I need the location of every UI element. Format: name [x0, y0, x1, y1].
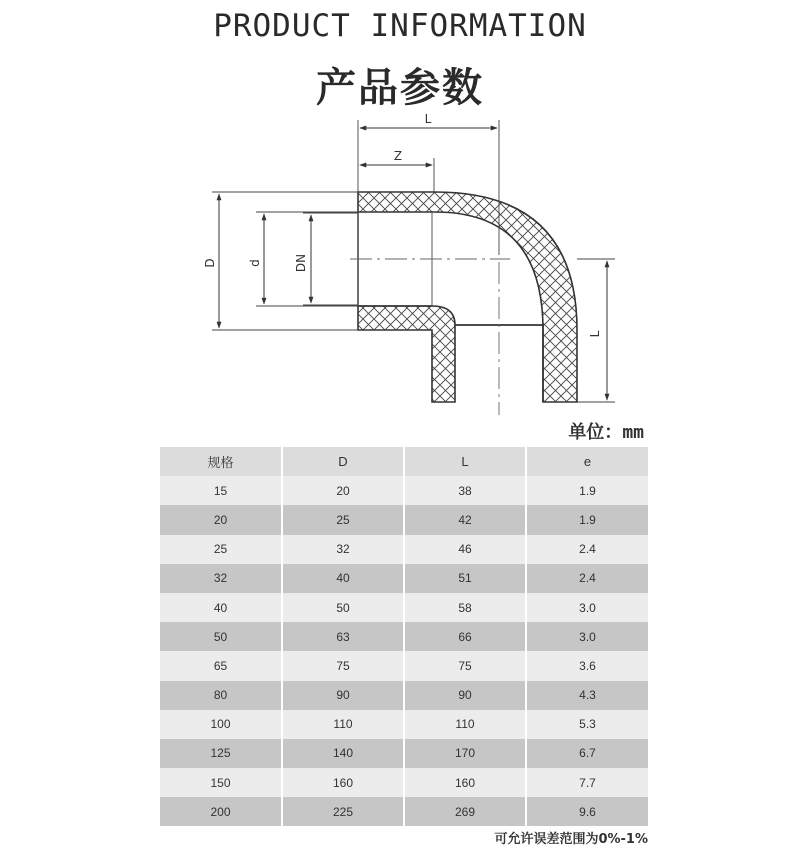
table-cell: 100: [160, 710, 282, 739]
table-cell: 125: [160, 739, 282, 768]
label-DN: DN: [294, 253, 308, 273]
table-cell: 9.6: [526, 797, 648, 826]
header-L: L: [404, 447, 526, 476]
table-cell: 51: [404, 564, 526, 593]
table-cell: 63: [282, 622, 404, 651]
table-cell: 38: [404, 476, 526, 505]
table-cell: 170: [404, 739, 526, 768]
table-cell: 50: [160, 622, 282, 651]
spec-table: [160, 447, 648, 826]
table-cell: 140: [282, 739, 404, 768]
table-cell: 42: [404, 505, 526, 534]
table-row: [160, 651, 648, 680]
table-cell: 7.7: [526, 768, 648, 797]
label-Z: Z: [393, 149, 403, 163]
label-D: D: [203, 258, 217, 268]
unit-value: mm: [622, 422, 644, 443]
table-cell: 65: [160, 651, 282, 680]
table-row: [160, 476, 648, 505]
table-cell: 15: [160, 476, 282, 505]
label-L-top: L: [424, 112, 432, 126]
table-cell: 25: [160, 535, 282, 564]
header-e: e: [526, 447, 648, 476]
table-cell: 1.9: [526, 505, 648, 534]
table-cell: 150: [160, 768, 282, 797]
table-row: [160, 710, 648, 739]
table-cell: 5.3: [526, 710, 648, 739]
table-row: [160, 797, 648, 826]
table-cell: 225: [282, 797, 404, 826]
page-title-english: PRODUCT INFORMATION: [213, 8, 587, 44]
table-cell: 269: [404, 797, 526, 826]
table-header-row: [160, 447, 648, 476]
tolerance-note: 可允许误差范围为0%-1%: [494, 832, 648, 847]
table-row: [160, 505, 648, 534]
table-cell: 66: [404, 622, 526, 651]
table-row: [160, 564, 648, 593]
table-cell: 32: [282, 535, 404, 564]
table-cell: 58: [404, 593, 526, 622]
header-D: D: [282, 447, 404, 476]
table-cell: 40: [282, 564, 404, 593]
table-cell: 110: [404, 710, 526, 739]
table-cell: 32: [160, 564, 282, 593]
table-cell: 50: [282, 593, 404, 622]
table-body: [160, 476, 648, 826]
table-cell: 3.0: [526, 622, 648, 651]
table-row: [160, 681, 648, 710]
table-cell: 20: [282, 476, 404, 505]
table-cell: 90: [404, 681, 526, 710]
table-cell: 1.9: [526, 476, 648, 505]
table-cell: 25: [282, 505, 404, 534]
table-cell: 160: [282, 768, 404, 797]
label-d: d: [248, 259, 262, 267]
table-cell: 3.0: [526, 593, 648, 622]
table-cell: 46: [404, 535, 526, 564]
page-title-chinese: 产品参数: [316, 65, 484, 111]
table-cell: 110: [282, 710, 404, 739]
table-cell: 2.4: [526, 535, 648, 564]
table-cell: 80: [160, 681, 282, 710]
table-cell: 160: [404, 768, 526, 797]
table-cell: 40: [160, 593, 282, 622]
table-row: [160, 535, 648, 564]
label-L-side: L: [588, 330, 602, 338]
table-row: [160, 768, 648, 797]
table-cell: 20: [160, 505, 282, 534]
table-row: [160, 739, 648, 768]
table-cell: 4.3: [526, 681, 648, 710]
table-row: [160, 622, 648, 651]
table-row: [160, 593, 648, 622]
unit-caption: 单位：: [568, 422, 623, 443]
table-cell: 2.4: [526, 564, 648, 593]
table-cell: 90: [282, 681, 404, 710]
table-cell: 6.7: [526, 739, 648, 768]
header-spec: 规格: [160, 447, 282, 476]
table-cell: 3.6: [526, 651, 648, 680]
table-cell: 75: [282, 651, 404, 680]
table-cell: 200: [160, 797, 282, 826]
unit-label: [568, 418, 644, 444]
table-cell: 75: [404, 651, 526, 680]
